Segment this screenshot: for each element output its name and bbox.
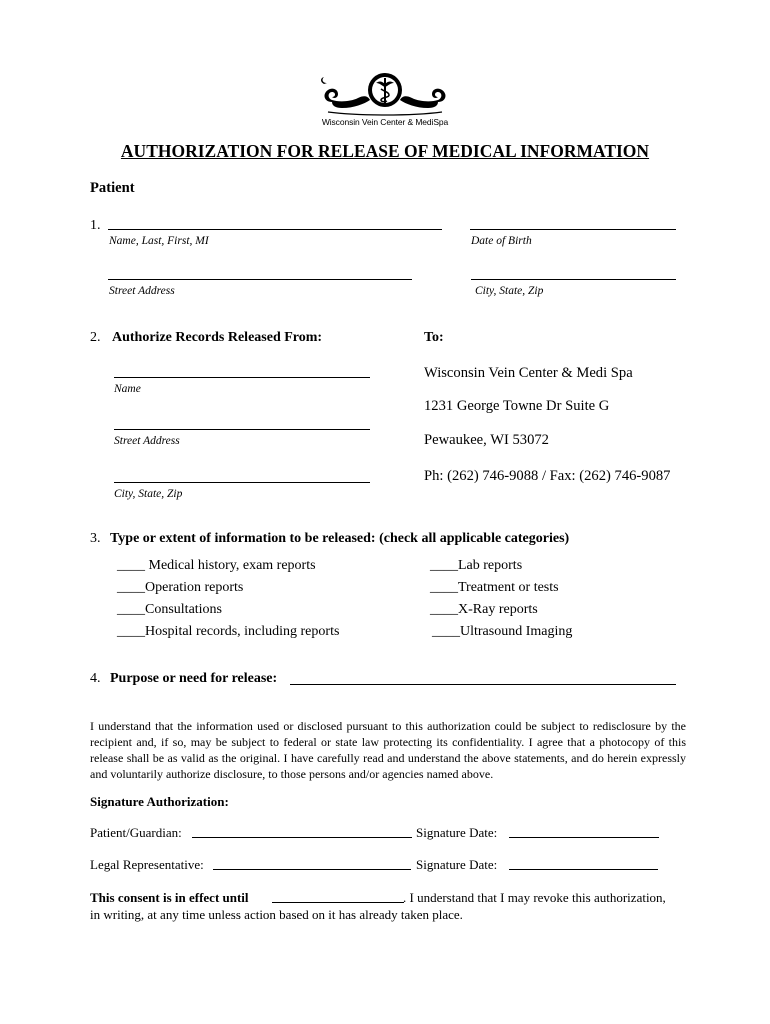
from-name-label: Name	[114, 383, 141, 395]
signature-date-field-1[interactable]	[509, 837, 659, 838]
signature-date-field-2[interactable]	[509, 869, 658, 870]
checkbox-xray-reports[interactable]: ____X-Ray reports	[430, 602, 538, 617]
form-title: AUTHORIZATION FOR RELEASE OF MEDICAL INFORMATION	[120, 141, 650, 161]
checkbox-ultrasound[interactable]: ____Ultrasound Imaging	[432, 624, 573, 639]
signature-heading: Signature Authorization:	[90, 794, 229, 809]
dob-field[interactable]	[470, 229, 676, 230]
from-street-label: Street Address	[114, 435, 180, 447]
legal-rep-label: Legal Representative:	[90, 857, 204, 872]
checkbox-medical-history[interactable]: ____ Medical history, exam reports	[117, 558, 316, 573]
to-clinic-address: 1231 George Towne Dr Suite G	[424, 398, 610, 414]
disclosure-text: I understand that the information used or disclosed pursuant to this authorization could be subject to redisclosure by the recipient and, if so, may be subject to federal or state law protecting its confidentiality. I agree that a photocopy of this release shall be as valid as the original. I have carefully read and understand the above statements, and do herein expressly and voluntarily authorize disclosure, to those persons and/or agencies named above.	[90, 719, 686, 781]
from-city-label: City, State, Zip	[114, 488, 183, 500]
purpose-field[interactable]	[290, 684, 676, 685]
released-from-heading: Authorize Records Released From:	[112, 330, 323, 345]
section-3-number: 3.	[90, 531, 101, 546]
disclosure-paragraph	[90, 718, 686, 782]
to-clinic-phone: Ph: (262) 746-9088 / Fax: (262) 746-9087	[424, 468, 671, 484]
checkbox-hospital-records[interactable]: ____Hospital records, including reports	[117, 624, 340, 639]
patient-street-label: Street Address	[109, 285, 175, 297]
logo-text: Wisconsin Vein Center & MediSpa	[321, 117, 449, 127]
signature-date-label-1: Signature Date:	[416, 825, 498, 840]
patient-street-field[interactable]	[108, 279, 412, 280]
checkbox-operation-reports[interactable]: ____Operation reports	[117, 580, 244, 595]
patient-name-field[interactable]	[108, 229, 442, 230]
checkbox-lab-reports[interactable]: ____Lab reports	[430, 558, 523, 573]
consent-bold-text: This consent is in effect until	[90, 890, 249, 905]
patient-guardian-label: Patient/Guardian:	[90, 825, 182, 840]
signature-date-label-2: Signature Date:	[416, 857, 498, 872]
patient-name-label: Name, Last, First, MI	[109, 235, 209, 247]
patient-guardian-field[interactable]	[192, 837, 412, 838]
to-clinic-name: Wisconsin Vein Center & Medi Spa	[424, 365, 633, 381]
consent-rest-text: . I understand that I may revoke this authorization,	[403, 890, 666, 905]
patient-city-label: City, State, Zip	[475, 285, 544, 297]
section-4-number: 4.	[90, 671, 101, 686]
consent-date-field[interactable]	[272, 902, 404, 903]
from-name-field[interactable]	[114, 377, 370, 378]
info-type-heading: Type or extent of information to be released: (check all applicable categories)	[110, 531, 570, 546]
purpose-heading: Purpose or need for release:	[110, 671, 278, 686]
to-heading: To:	[424, 330, 444, 345]
from-city-field[interactable]	[114, 482, 370, 483]
dob-label: Date of Birth	[471, 235, 532, 247]
consent-line-2: in writing, at any time unless action based on it has already taken place.	[90, 907, 463, 922]
section-1-number: 1.	[90, 218, 101, 233]
clinic-logo	[318, 70, 452, 134]
checkbox-treatment-tests[interactable]: ____Treatment or tests	[430, 580, 559, 595]
swans-caduceus-icon	[318, 70, 452, 118]
section-2-number: 2.	[90, 330, 101, 345]
checkbox-consultations[interactable]: ____Consultations	[117, 602, 223, 617]
patient-heading: Patient	[90, 180, 135, 196]
from-street-field[interactable]	[114, 429, 370, 430]
patient-city-field[interactable]	[471, 279, 676, 280]
to-clinic-city: Pewaukee, WI 53072	[424, 432, 549, 448]
legal-rep-field[interactable]	[213, 869, 411, 870]
